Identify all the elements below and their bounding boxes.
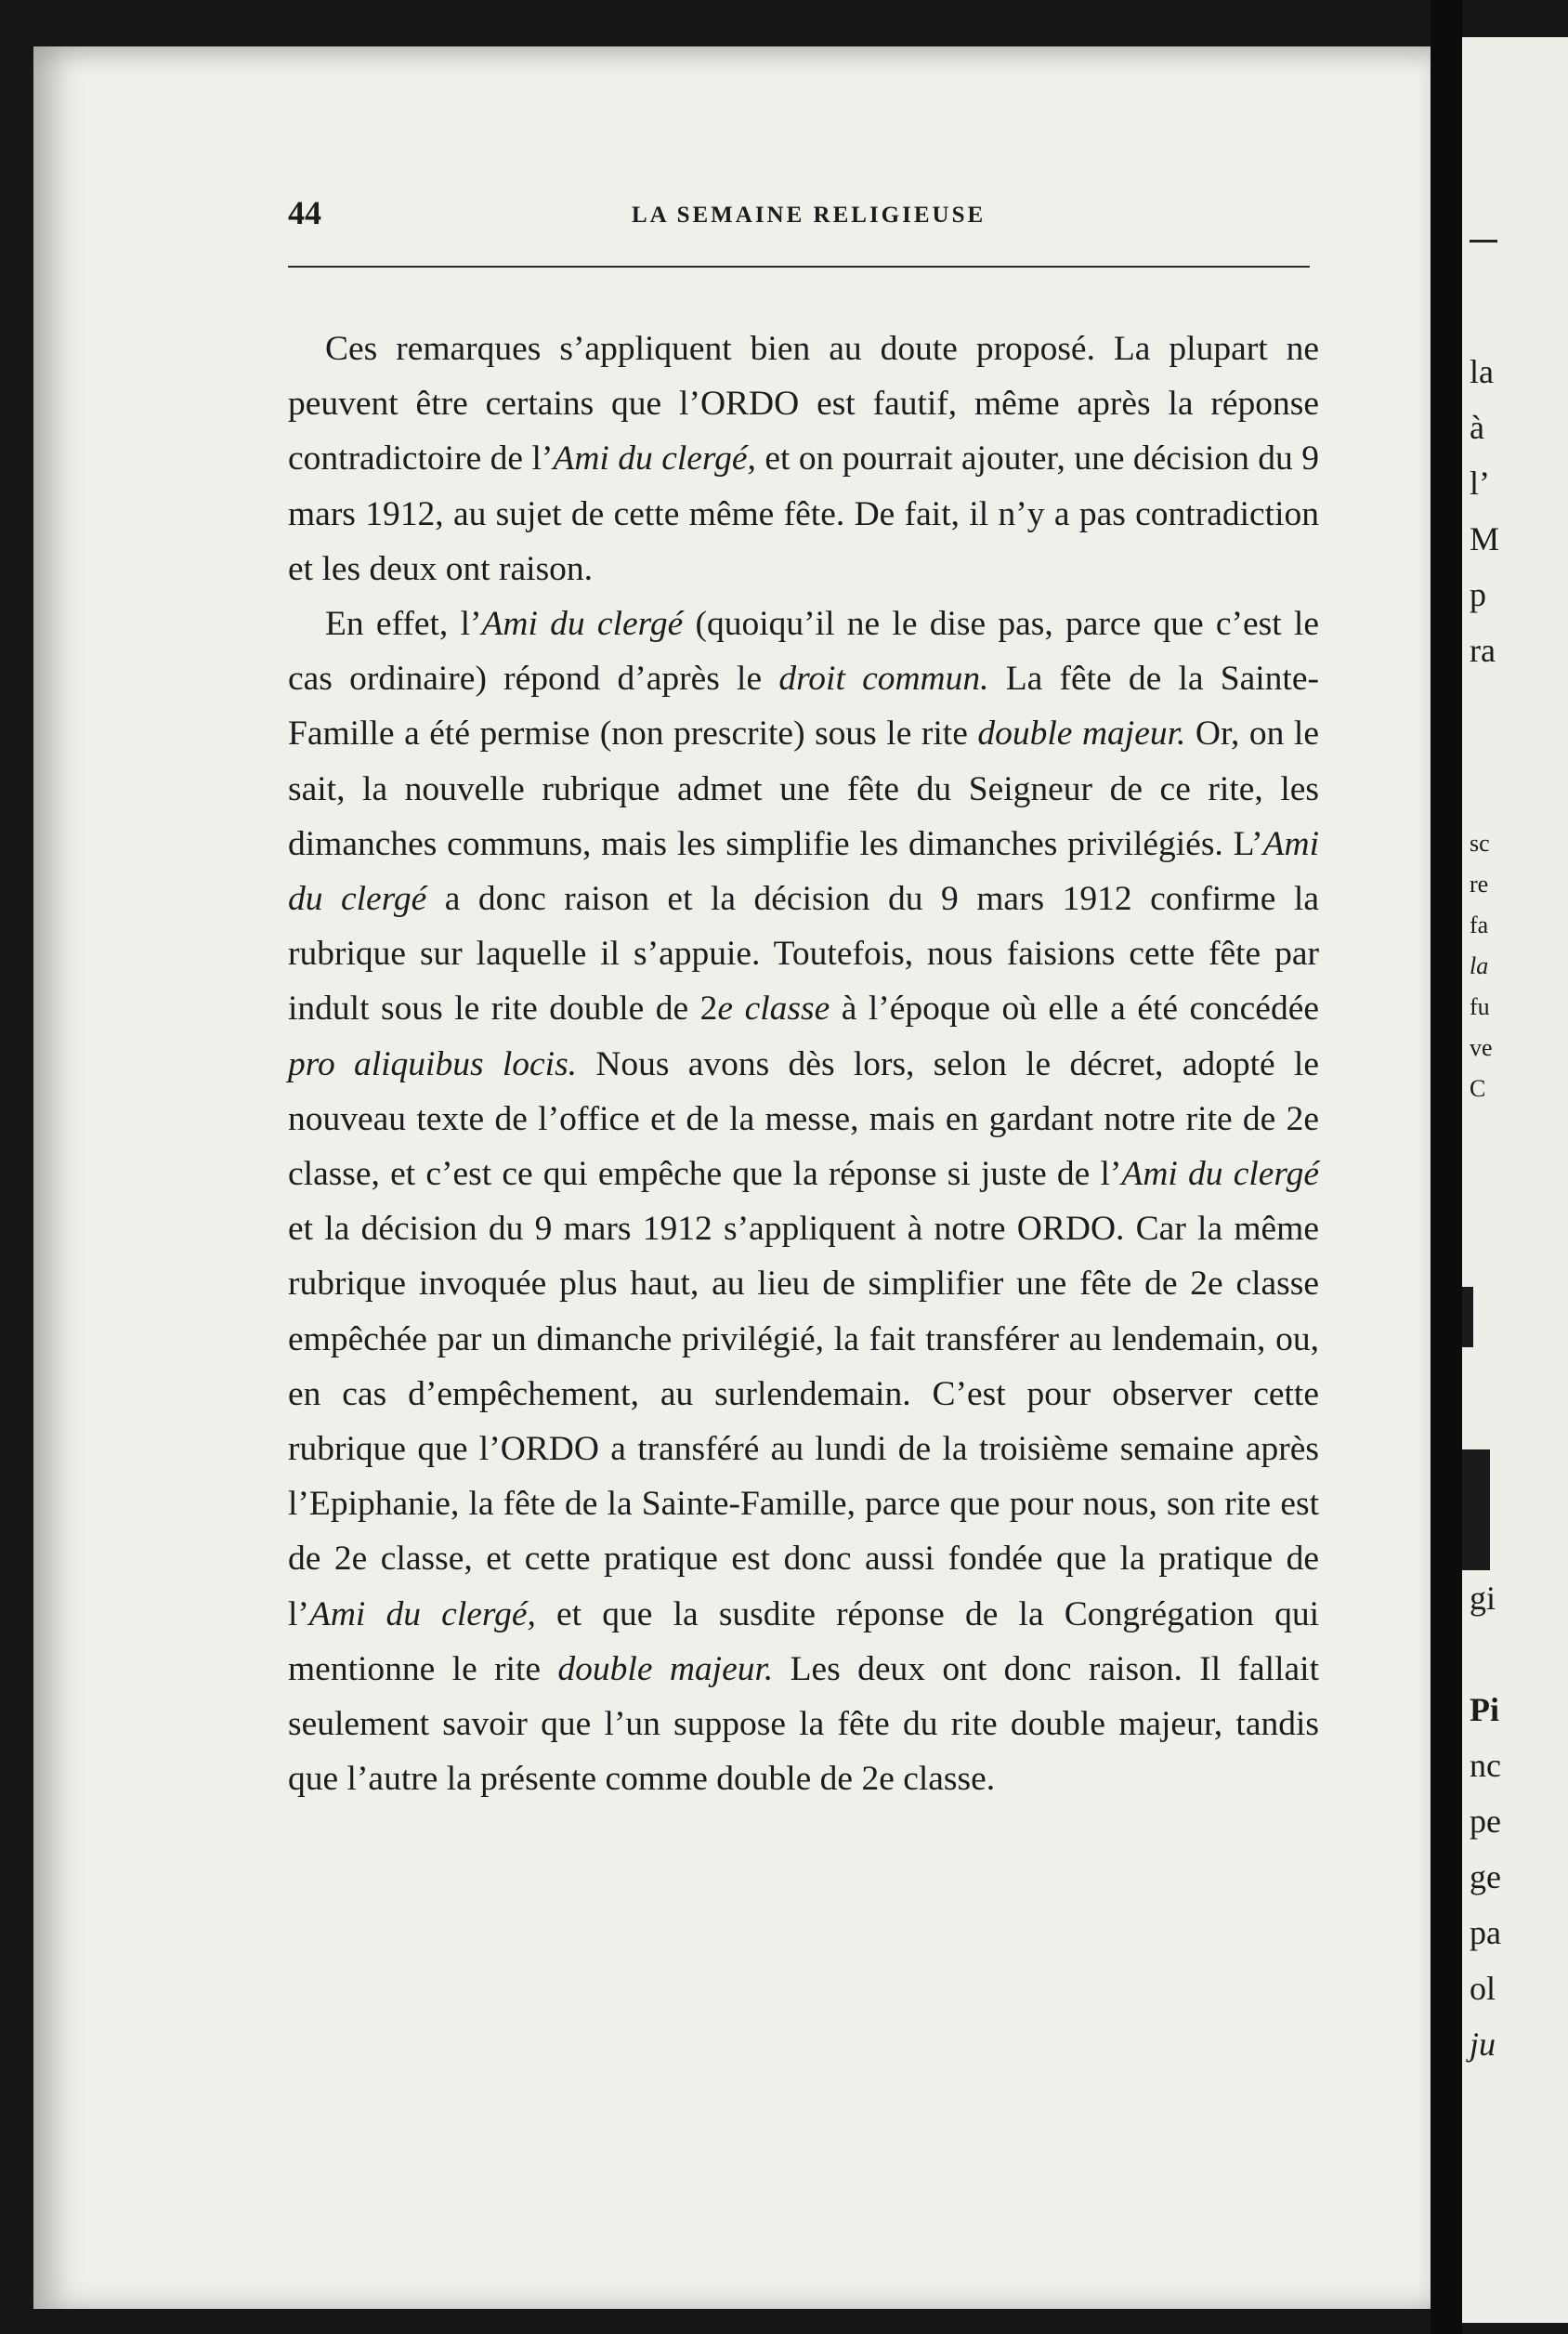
book-gutter <box>1431 0 1462 2334</box>
text-run: Nous avons dès lors, selon le décret, adopté le nouveau texte de l’office et de la messe, mais en gardant notre rite de 2e classe, et c’est ce qui empêche que la réponse si juste de l’ <box>288 1044 1319 1194</box>
adjacent-page-text-fragment: fu <box>1470 993 1490 1020</box>
italic-run: Ami du clergé <box>481 605 684 644</box>
text-run: et on pourrait ajouter, une décision du 9 mars 1912, au sujet de cette même fête. De fait, il n’y a pas contradiction et les deux ont raison. <box>288 439 1319 588</box>
adjacent-page-text-fragment: ge <box>1470 1858 1501 1895</box>
adjacent-page-text-fragment: nc <box>1470 1747 1501 1784</box>
adjacent-page-text-fragment: pa <box>1470 1914 1501 1951</box>
adjacent-page-text-fragment: la <box>1470 952 1489 979</box>
text-run: Ces remarques s’appliquent bien au doute proposé. La plupart ne peuvent être certains que l’ORDO est fautif, même après la réponse contradictoire de l’ <box>288 330 1319 479</box>
italic-run: double majeur. <box>977 715 1186 754</box>
text-run: a donc raison et la décision du 9 mars 1912 confirme la rubrique sur laquelle il s’appuie. Toutefois, nous faisions cette fête par indult sous le rite double de 2 <box>288 880 1319 1029</box>
adjacent-page-text-fragment: p <box>1470 576 1486 613</box>
adjacent-page-text-fragment: re <box>1470 871 1489 898</box>
header-rule <box>288 266 1310 268</box>
italic-run: e classe <box>717 990 830 1029</box>
italic-run: Ami du clergé <box>1121 1155 1320 1194</box>
italic-run: Ami du clergé, <box>308 1594 536 1633</box>
italic-run: droit commun. <box>778 660 989 699</box>
body-text <box>288 321 1319 1806</box>
adjacent-page-text-fragment: ju <box>1470 2026 1496 2063</box>
page-header <box>288 193 1310 240</box>
adjacent-page-text-fragment: Pi <box>1470 1691 1499 1728</box>
italic-run: double majeur. <box>557 1649 774 1688</box>
adjacent-page-text-fragment: gi <box>1470 1580 1496 1617</box>
adjacent-page-text-fragment: ve <box>1470 1034 1493 1061</box>
adjacent-page-text-fragment: l’ <box>1470 465 1490 502</box>
text-run: à l’époque où elle a été concédée <box>830 990 1319 1029</box>
adjacent-page-text-fragment: la <box>1470 353 1494 390</box>
text-run: et que la susdite réponse de la Congrégation qui mentionne le rite <box>288 1594 1319 1688</box>
text-run: Or, on le sait, la nouvelle rubrique admet une fête du Seigneur de ce rite, les dimanches communs, mais les simplifie les dimanches privilégiés. L’ <box>288 715 1319 863</box>
text-run: (quoiqu’il ne le dise pas, parce que c’est le cas ordinaire) répond d’après le <box>288 605 1319 699</box>
adjacent-page-dark-block <box>1462 1449 1490 1570</box>
text-run: Les deux ont donc raison. Il fallait seulement savoir que l’un suppose la fête du rite double majeur, tandis que l’autre la présente comme double de 2e classe. <box>288 1649 1319 1799</box>
adjacent-page-text-fragment: sc <box>1470 830 1490 857</box>
adjacent-page-text-fragment: ra <box>1470 632 1496 669</box>
adjacent-page-text-fragment: M <box>1470 520 1500 557</box>
paragraph <box>288 321 1319 597</box>
adjacent-page-rule <box>1470 240 1497 243</box>
running-title: LA SEMAINE RELIGIEUSE <box>632 203 987 228</box>
adjacent-page-text-fragment: fa <box>1470 911 1489 938</box>
adjacent-page-text-fragment: C <box>1470 1075 1486 1102</box>
italic-run: pro aliquibus locis. <box>288 1044 578 1083</box>
italic-run: Ami du clergé, <box>553 439 756 479</box>
paragraph <box>288 597 1319 1806</box>
text-run: En effet, l’ <box>325 605 482 644</box>
adjacent-page-text-fragment: pe <box>1470 1803 1501 1840</box>
adjacent-page-dark-mark <box>1462 1287 1473 1347</box>
adjacent-page-edge <box>1462 37 1568 2323</box>
italic-run: Ami du clergé <box>288 824 1319 919</box>
text-run: La fête de la Sainte-Famille a été permise (non prescrite) sous le rite <box>288 660 1319 754</box>
page-number: 44 <box>288 194 321 231</box>
adjacent-page-text-fragment: à <box>1470 409 1484 446</box>
text-run: et la décision du 9 mars 1912 s’appliquent à notre ORDO. Car la même rubrique invoquée plus haut, au lieu de simplifier une fête de 2e classe empêchée par un dimanche privilégié, la fait transférer au lendemain, ou, en cas d’empêchement, au surlendemain. C’est pour observer cette rubrique que l’ORDO a transféré au lundi de la troisième semaine après l’Epiphanie, la fête de la Sainte-Famille, parce que pour nous, son rite est de 2e classe, et cette pratique est donc aussi fondée que la pratique de l’ <box>288 1210 1319 1633</box>
adjacent-page-text-fragment: ol <box>1470 1970 1496 2007</box>
